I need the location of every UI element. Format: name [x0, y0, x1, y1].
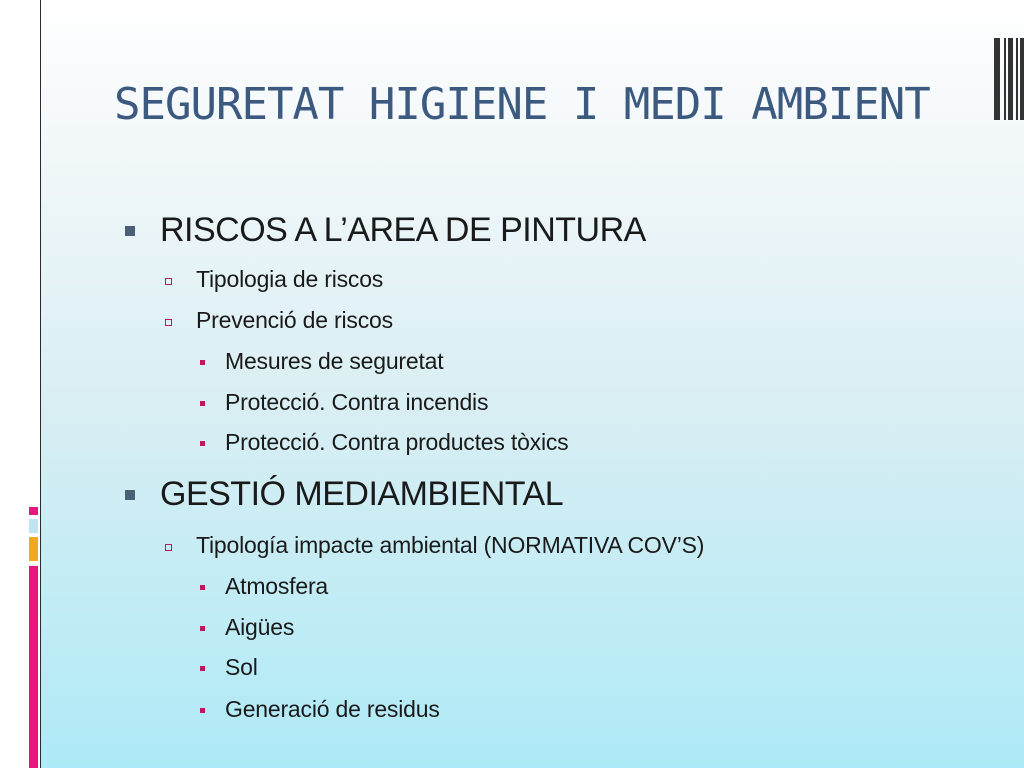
sub-list-item: Protecció. Contra incendis — [225, 389, 489, 415]
list-item: Tipología impacte ambiental (NORMATIVA COV’S) — [196, 532, 705, 558]
sub-list-item: Atmosfera — [225, 573, 329, 599]
sub-list-item: Aigües — [225, 614, 295, 640]
sub-list-item: Sol — [225, 654, 258, 680]
hollow-square-bullet-icon — [165, 278, 172, 285]
sub-list-item: Mesures de seguretat — [225, 348, 444, 374]
hollow-square-bullet-icon — [165, 544, 172, 551]
section-heading-gestio: GESTIÓ MEDIAMBIENTAL — [160, 475, 564, 513]
sub-list-item: Protecció. Contra productes tòxics — [225, 429, 569, 455]
list-item: Tipologia de riscos — [196, 266, 384, 292]
square-bullet-icon — [125, 490, 135, 500]
filled-square-bullet-icon — [200, 708, 205, 713]
list-item: Prevenció de riscos — [196, 307, 393, 333]
filled-square-bullet-icon — [200, 666, 205, 671]
filled-square-bullet-icon — [200, 585, 205, 590]
hollow-square-bullet-icon — [165, 319, 172, 326]
section-heading-riscos: RISCOS A L’AREA DE PINTURA — [160, 211, 646, 249]
filled-square-bullet-icon — [200, 441, 205, 446]
filled-square-bullet-icon — [200, 360, 205, 365]
filled-square-bullet-icon — [200, 401, 205, 406]
slide-title: SEGURETAT HIGIENE I MEDI AMBIENT — [114, 79, 930, 130]
filled-square-bullet-icon — [200, 626, 205, 631]
square-bullet-icon — [125, 226, 135, 236]
sub-list-item: Generació de residus — [225, 696, 440, 722]
